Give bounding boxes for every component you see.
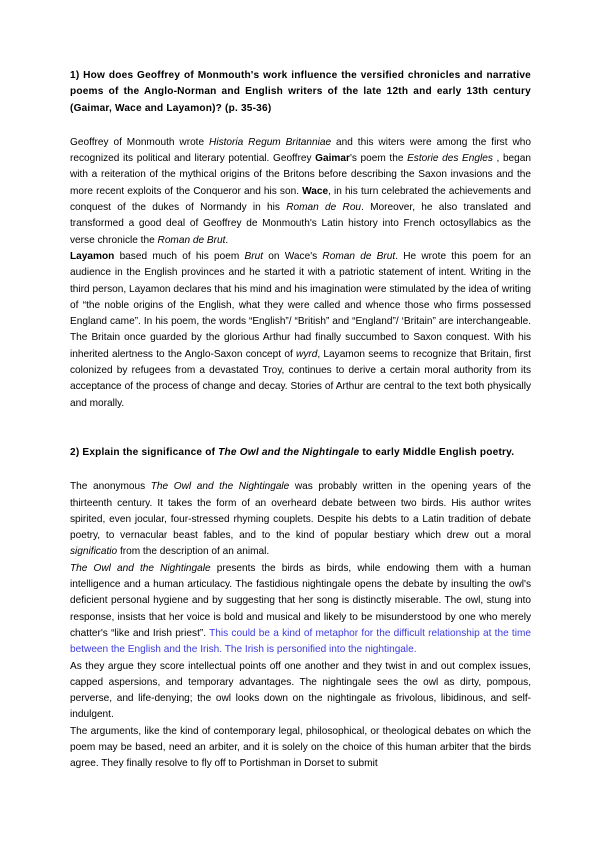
question-1-heading-text: 1) How does Geoffrey of Monmouth's work influence the versified chronicles and narrative poems of the Anglo-Norman and English writers of the late 12th and early 13th century (Gaimar, Wace and Layamon)? (p. 35-36) (70, 70, 531, 114)
run-title-roman-de-brut: Roman de Brut (322, 250, 396, 262)
run-text: and this witers were among the first who recognized its political and literary potential. Geoffrey (70, 136, 531, 165)
paragraph-q1-p2 (70, 249, 531, 412)
run-term-wyrd: wyrd (296, 348, 318, 360)
spacer-after-heading-1 (70, 117, 531, 135)
run-title-brut: Brut (244, 250, 264, 262)
run-text: on Wace's (263, 250, 323, 262)
paragraph-q2-p2 (70, 561, 531, 659)
run-title-owl-nightingale: The Owl and the Nightingale (70, 562, 211, 574)
question-1-heading (70, 68, 531, 117)
run-text: . (225, 234, 229, 246)
run-term-significatio: significatio (70, 546, 118, 558)
run-title-roman-de-rou: Roman de Rou (286, 202, 362, 214)
run-author-wace: Wace (302, 185, 329, 197)
document-body (70, 68, 531, 773)
run-text: Geoffrey of Monmouth wrote (70, 136, 210, 148)
question-2-heading (70, 445, 531, 461)
question-2-heading-text-a: 2) Explain the significance of (70, 446, 219, 458)
run-title-estorie-des-engles: Estorie des Engles (407, 153, 493, 165)
run-author-gaimar: Gaimar (315, 153, 350, 165)
run-text: , began with a reiteration of the mythical origins of the Britons before describing the Saxon invasions and the more recent exploits of the Conqueror and his son. (70, 153, 532, 197)
run-text: 's poem the (349, 153, 408, 165)
run-title-historia: Historia Regum Britanniae (209, 136, 332, 148)
run-text: based much of his poem (114, 250, 245, 262)
spacer-after-heading-2 (70, 461, 531, 479)
run-text: from the description of an animal. (117, 546, 270, 558)
question-2-heading-text-b: to early Middle English poetry. (359, 446, 515, 458)
run-text: , Layamon seems to recognize that Britain, first colonized by refugees from a devastated Troy, continues to derive a certain moral authority from its acceptance of the process of change and decay. Stories of Arthur are central to the text both physically and morally. (70, 348, 531, 409)
run-title-roman-de-brut: Roman de Brut (157, 234, 226, 246)
paragraph-q2-p3 (70, 659, 531, 724)
question-2-heading-title: The Owl and the Nightingale (218, 446, 360, 458)
annotation-blue-text: This could be a kind of metaphor for the difficult relationship at the time between the English and the Irish. The Irish is personified into the nightingale. (70, 627, 531, 656)
run-text: As they argue they score intellectual points off one another and they twist in and out complex issues, capped aspersions, and temporary advantages. The nightingale sees the owl as dirty, pompous, perverse, and life-denying; the owl looks down on the nightingale as frivolous, libidinous, and self-indulgent. (70, 660, 531, 721)
run-text: was probably written in the opening years of the thirteenth century. It takes the form of an overheard debate between two birds. His author writes spirited, even jocular, four-stressed rhyming couplets. Despite his debts to a Latin tradition of debate poetry, to vernacular beast fables, and to the kind of popular bestiary which drew out a moral (70, 481, 531, 542)
run-author-layamon: Layamon (70, 250, 115, 262)
run-text: The anonymous (70, 481, 151, 493)
paragraph-q1-p1 (70, 135, 531, 249)
run-text: , in his turn celebrated the achievements and conquest of the dukes of Normandy in his (70, 185, 531, 214)
run-title-owl-nightingale: The Owl and the Nightingale (150, 481, 290, 493)
spacer-between-sections (70, 412, 531, 445)
run-text: The arguments, like the kind of contemporary legal, philosophical, or theological debates on which the poem may be based, need an arbiter, and it is solely on the choice of this human arbiter that the birds agree. They finally resolve to fly off to Portishman in Dorset to submit (70, 725, 531, 770)
run-text: presents the birds as birds, while endowing them with a human intelligence and a human articulacy. The fastidious nightingale opens the debate by insulting the owl's deficient personal hygiene and by suggesting that her song is distinctly miserable. The owl, stung into response, insists that her voice is bold and musical and likely to be misunderstood by one who merely chatter's “like and Irish priest”. (70, 562, 531, 639)
paragraph-q2-p1 (70, 479, 531, 560)
run-text: . Moreover, he also translated and transformed a good deal of Geoffrey de Monmouth's Latin history into French octosyllabics as the verse chronicle the (70, 202, 531, 246)
paragraph-q2-p4 (70, 724, 531, 773)
run-text: . He wrote this poem for an audience in the English provinces and he started it with a patriotic statement of intent. Writing in the third person, Layamon declares that his mind and his imagination were stimulated by the idea of writing of “the noble origins of the English, what they were called and whence those who firms possessed England came”. In his poem, the words “English”/ “British” and “England”/ ‘Britain” are interchangeable. The Britain once guarded by the glorious Arthur had finally succumbed to Saxon conquest. With his inherited alertness to the Anglo-Saxon concept of (70, 250, 531, 360)
